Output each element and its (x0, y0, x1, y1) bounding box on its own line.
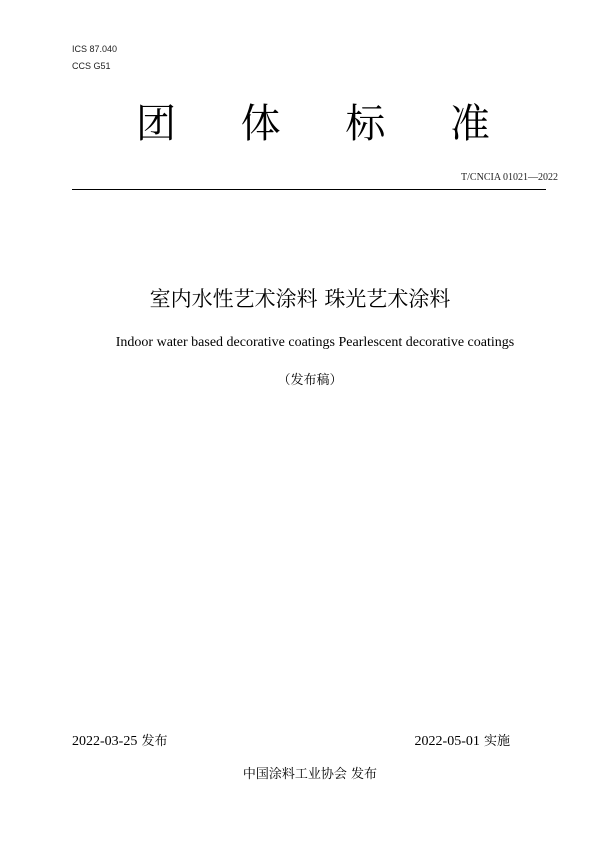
draft-status: （发布稿） (277, 373, 343, 388)
standard-type-char-4: 准 (449, 101, 490, 147)
implement-date-line (415, 732, 510, 752)
ccs-code: CCS G51 (72, 61, 111, 71)
standard-number: T/CNCIA 01021—2022 (461, 172, 558, 183)
document-title-english: Indoor water based decorative coatings Pearlescent decorative coatings (115, 335, 515, 350)
header-divider (72, 189, 546, 190)
publish-date: 2022-03-25 (72, 734, 138, 749)
publisher-line: 中国涂料工业协会 发布 (242, 767, 378, 782)
standard-type-char-2: 体 (240, 101, 281, 147)
publish-date-line (72, 732, 167, 752)
standard-type-char-1: 团 (136, 101, 176, 147)
publish-label: 发布 (137, 734, 168, 749)
implement-date: 2022-05-01 (414, 734, 480, 749)
implement-label: 实施 (479, 734, 510, 749)
standard-type-char-3: 标 (345, 101, 386, 147)
document-title-chinese: 室内水性艺术涂料 珠光艺术涂料 (149, 287, 451, 311)
standard-type-heading (72, 96, 528, 152)
ics-code: ICS 87.040 (72, 44, 118, 54)
